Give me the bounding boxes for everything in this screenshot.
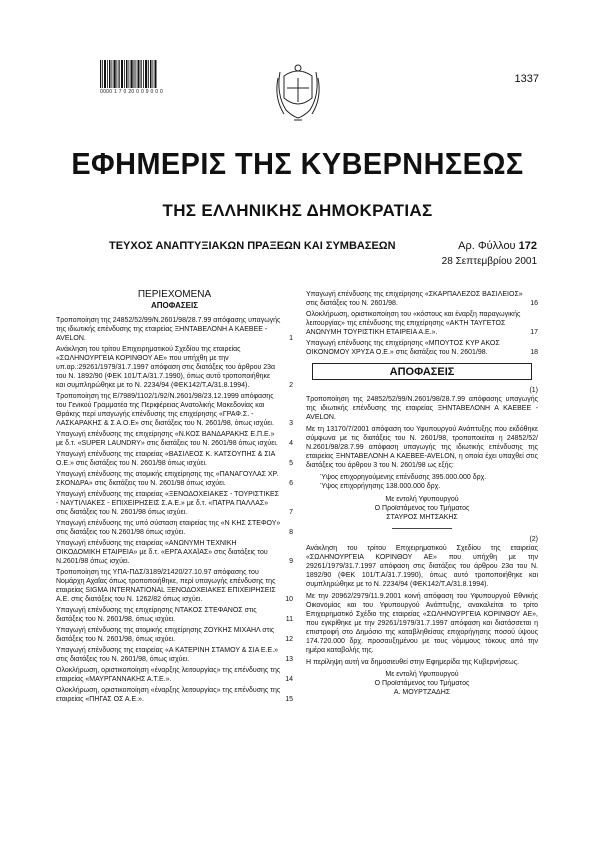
gazette-subtitle: ΤΗΣ ΕΛΛΗΝΙΚΗΣ ΔΗΜΟΚΡΑΤΙΑΣ	[162, 201, 433, 220]
toc-entry-page: 8	[289, 529, 293, 536]
toc-column-left	[56, 290, 293, 706]
toc-entry	[56, 666, 293, 684]
decision-2	[306, 535, 538, 697]
toc-entry-text: Ολοκλήρωση, οριστικοποίηση «έναρξης λειτουργίας» της επένδυσης της εταιρείας «ΜΑΥΡΓΑΝΝΑΚΗΣ Α.Τ.Ε.».	[56, 667, 281, 683]
toc-entry	[56, 392, 293, 428]
decision-2-signature-line-1: Με εντολή Υφυπουργού	[385, 671, 459, 678]
separator-line	[392, 528, 452, 529]
toc-entry-page: 14	[285, 676, 293, 683]
toc-subheading: ΑΠΟΦΑΣΕΙΣ	[150, 301, 199, 310]
toc-entry-text: Ολοκλήρωση, οριστικοποίηση του «κόστους και έναρξη παραγωγικής λειτουργίας» της επένδυσης της επιχείρησης «ΑΚΤΗ ΤΑΥΓΕΤΟΣ ΑΝΩΝΥΜΗ ΤΟΥΡΙΣΤΙΚΗ ΕΤΑΙΡΕΙΑ Α.Ε.».	[306, 311, 521, 336]
toc-entry	[56, 430, 293, 448]
toc-entry-page: 9	[289, 558, 293, 565]
toc-entry-page: 7	[289, 509, 293, 516]
toc-entry-text: Υπαγωγή επένδυσης της επιχείρησης «Ν.ΚΟΣ ΒΑΝΔΑΡΑΚΗΣ Ε.Π.Ε.» με δ.τ. «SUPER LAUNDRY» στις διατάξεις του Ν. 2601/98 όπως ισχύει.	[56, 431, 278, 447]
decision-2-number: (2)	[529, 536, 538, 543]
decision-1-body: Με τη 13170/7/2001 απόφαση του Υφυπουργού Ανάπτυξης που εκδόθηκε σύμφωνα με τις διατάξεις του Ν. 2601/98, τροποποιείται η 24852/52/Ν.2601/98/28.7.99 απόφαση υπαγωγής της ιδιωτικής επένδυσης της εταιρείας ΞΗΝΤΑΒΕΛΟΝΗ Α ΚΑΕΒΕΕ-AVELON, η οποία έχει υπαχθεί στις διατάξεις του άρθρου 3 του Ν. 2601/98 ως εξής:	[306, 426, 538, 469]
page-number: 1337	[514, 73, 539, 85]
greek-coat-of-arms-emblem	[272, 58, 324, 128]
toc-entry-page: 3	[289, 420, 293, 427]
decision-2-signature-line-2: Ο Προϊστάμενος του Τμήματος	[374, 680, 470, 687]
toc-entry	[56, 345, 293, 390]
toc-entry-text: Υπαγωγή επένδυσης της επιχείρησης «ΣΚΑΡΠΑΛΕΖΟΣ ΒΑΣΙΛΕΙΟΣ» στις διατάξεις του Ν. 2601/98.	[306, 291, 523, 307]
toc-entry-text: Υπαγωγή επένδυσης της εταιρείας «Α ΚΑΤΕΡΙΝΗ ΣΤΑΜΟΥ & ΣΙΑ Ε.Ε.» στις διατάξεις του Ν. 2601/98, όπως ισχύει.	[56, 647, 279, 663]
toc-entry-text: Υπαγωγή επένδυσης της εταιρείας «ΒΑΣΙΛΕΟΣ Κ. ΚΑΤΣΟΥΠΗΣ & ΣΙΑ Ο.Ε.» στις διατάξεις του Ν. 2601/98 όπως ισχύει.	[56, 451, 275, 467]
toc-entry	[306, 310, 538, 337]
toc-entry-page: 15	[285, 696, 293, 703]
toc-entry	[56, 539, 293, 566]
toc-entry	[56, 450, 293, 468]
toc-entry-text: Ολοκλήρωση, οριστικοποίηση «έναρξης λειτουργίας» της επένδυσης της εταιρείας «ΠΗΓΑΣ ΟΣ Α.Ε.».	[56, 687, 281, 703]
toc-entry	[56, 470, 293, 488]
toc-entry	[56, 686, 293, 704]
toc-entry-page: 13	[285, 656, 293, 663]
decision-2-title: Ανάκληση του τρίτου Επιχειρηματικού Σχεδίου της εταιρείας «ΣΩΛΗΝΟΥΡΓΕΙΑ ΚΟΡΙΝΘΟΥ ΑΕ» που υπήχθη με την 29261/1979/31.7.1997 απόφαση στις διατάξεις του άρθρου 23α του Ν. 1892/90 (ΦΕΚ 101/Τ.Α/31.7.1990), όπως αυτό τροποποιήθηκε και συμπληρώθηκε με το Ν. 2234/94 (ΦΕΚ142/Τ.Α/31.8.1994).	[306, 545, 538, 588]
toc-entry	[56, 519, 293, 537]
toc-entry	[306, 290, 538, 308]
toc-entry-page: 1	[289, 335, 293, 342]
decision-1-title: Τροποποίηση της 24852/52/99/Ν.2601/98/28.7.99 απόφασης υπαγωγής της ιδιωτικής επένδυσης της εταιρείας ΞΗΝΤΑΒΕΛΟΝΗ Α ΚΑΕΒΕΕ - AVELON.	[306, 396, 538, 421]
sheet-number	[458, 240, 537, 252]
toc-entry-text: Υπαγωγή επένδυσης της επιχείρησης ΝΤΑΚΟΣ ΣΤΕΦΑΝΟΣ στις διατάξεις του Ν. 2601/98, όπως ισχύει.	[56, 607, 257, 623]
toc-entry-text: Υπαγωγή επένδυσης της υπό σύσταση εταιρείας της «Ν ΚΗΣ ΣΤΕΦΟΥ» στις διατάξεις του Ν.2601/98 όπως ισχύει.	[56, 520, 281, 536]
toc-entry-text: Υπαγωγή επένδυσης της εταιρείας «ΑΝΩΝΥΜΗ ΤΕΧΝΙΚΗ ΟΙΚΟΔΟΜΙΚΗ ΕΤΑΙΡΕΙΑ» με δ.τ. «ΕΡΓΑ ΑΧΑΪΑΣ» στις διατάξεις του Ν.2601/98 όπως ισχύει.	[56, 540, 268, 565]
sheet-number-value: 172	[518, 240, 537, 252]
decision-1-line-investment: Ύψος επιχορηγούμενης επένδυσης 395.000.000 δρχ.	[320, 474, 487, 481]
toc-entry-page: 5	[289, 460, 293, 467]
decisions-heading: ΑΠΟΦΑΣΕΙΣ	[312, 363, 532, 380]
gazette-title: ΕΦΗΜΕΡΙΣ ΤΗΣ ΚΥΒΕΡΝΗΣΕΩΣ	[71, 146, 524, 181]
toc-entry-text: Τροποποίηση της ΥΠΑ-ΠΔΣ/3189/21420/27.10.97 απόφασης του Νομάρχη Αχαΐας όπως τροποποιήθηκε, περί υπαγωγής επένδυσης της εταιρείας SIGMA INTERNATIONAL ΞΕΝΟΔΟΧΕΙΑΚΕΣ ΕΠΙΧΕΙΡΗΣΕΙΣ Α.Ε. στις διατάξεις του Ν. 1262/82 όπως ισχύει.	[56, 569, 276, 603]
toc-entry	[56, 490, 293, 517]
toc-entry-text: Ανάκληση του τρίτου Επιχειρηματικού Σχεδίου της εταιρείας «ΣΩΛΗΝΟΥΡΓΕΙΑ ΚΟΡΙΝΘΟΥ ΑΕ» που υπήχθη με την υπ.αρ.:29261/1979/31.7.1997 απόφαση στις διατάξεις του άρθρου 23α του Ν. 1892/90 (ΦΕΚ 101/Τ.Α/31.7.1990), όπως αυτό τροποποιήθηκε και συμπληρώθηκε με το Ν. 2234/94 (ΦΕΚ142/Τ.Α/31.8.1994).	[56, 346, 276, 389]
sheet-label: Αρ. Φύλλου	[458, 240, 516, 252]
toc-entry-page: 10	[285, 596, 293, 603]
toc-entry-page: 6	[289, 480, 293, 487]
toc-entry-text: Τροποποίηση της Ε/7989/1102/1/92/Ν.2601/98/23.12.1999 απόφασης του Γενικού Γραμματέα της Περιφέρειας Ανατολικής Μακεδονίας και Θράκης περί υπαγωγής επένδυσης της επιχείρησης «ΓΡΑΦ.Σ. - ΛΑΣΚΑΡΑΚΗΣ & Σ Α.Ο.Ε» στις διατάξεις του Ν. 2601/98, όπως ισχύει.	[56, 393, 274, 427]
toc-entry	[56, 646, 293, 664]
toc-entry	[56, 626, 293, 644]
toc-entry-page: 11	[285, 616, 293, 623]
toc-entry-text: Υπαγωγή επένδυσης της ατομικής επιχείρησης ΖΟΥΚΗΣ ΜΙΧΑΗΛ στις διατάξεις του Ν. 2601/98, όπως ισχύει.	[56, 627, 275, 643]
toc-list-right	[306, 290, 538, 357]
toc-entry-page: 2	[289, 382, 293, 389]
decision-1-number: (1)	[529, 387, 538, 394]
barcode-number: 0000 1 7 0 20 0 0 9 0 0 0	[100, 89, 164, 95]
toc-entry	[306, 339, 538, 357]
decision-2-body: Με την 20962/2979/11.9.2001 κοινή απόφαση του Υφυπουργού Εθνικής Οικονομίας και του Υφυπουργού Ανάπτυξης, ανακαλείται το τρίτο Επιχειρηματικό Σχέδιο της εταιρείας «ΣΩΛΗΝΟΥΡΓΕΙΑ ΚΟΡΙΝΘΟΥ ΑΕ», που εγκρίθηκε με την 29261/1979/31.7.1997 απόφαση και διατάσσεται η επιστροφή στο Δημόσιο της καταβληθείσας επιχορήγησης ποσού ύψους 174.720.000 δρχ. προσαυξημένου με τους νόμιμους τόκους από την ημέρα καταβολής της.	[306, 593, 538, 654]
decision-1	[306, 386, 538, 522]
toc-entry-text: Υπαγωγή επένδυσης της επιχείρησης «ΜΠΟΥΤΟΣ ΚΥΡ ΑΚΟΣ ΟΙΚΟΝΟΜΟΥ ΧΡΥΣΑ Ο.Ε.» στις διατάξεις του Ν. 2601/98.	[306, 340, 500, 356]
toc-entry	[56, 568, 293, 604]
decision-1-line-grant: Ύψος επιχορήγησης 138.000.000 δρχ.	[320, 483, 441, 490]
toc-entry-page: 12	[285, 636, 293, 643]
toc-list-left	[56, 316, 293, 704]
decision-2-publication-note: Η περίληψη αυτή να δημοσιευθεί στην Εφημερίδα της Κυβερνήσεως.	[306, 659, 520, 666]
issue-label: ΤΕΥΧΟΣ ΑΝΑΠΤΥΞΙΑΚΩΝ ΠΡΑΞΕΩΝ ΚΑΙ ΣΥΜΒΑΣΕΩΝ	[109, 240, 396, 252]
toc-entry-text: Υπαγωγή επένδυσης της εταιρείας «ΞΕΝΟΔΟΧΕΙΑΚΕΣ - ΤΟΥΡΙΣΤΙΚΕΣ - ΝΑΥΤΙΛΙΑΚΕΣ - ΕΠΙΧΕΙΡΗΣΕΙΣ Σ.Α.Ε.» με δ.τ. «ΠΑΤΡΑ ΠΑΛΛΑΣ» στις διατάξεις του Ν. 2601/98 όπως ισχύει.	[56, 491, 279, 516]
toc-entry	[56, 606, 293, 624]
decision-2-signature-name: Α. ΜΟΥΡΤΖΑΔΗΣ	[393, 689, 451, 696]
toc-entry-page: 17	[530, 329, 538, 336]
right-column	[306, 290, 538, 697]
decision-1-signature-line-2: Ο Προϊστάμενος του Τμήματος	[374, 505, 470, 512]
toc-entry	[56, 316, 293, 343]
toc-entry-page: 16	[530, 300, 538, 307]
toc-heading: ΠΕΡΙΕΧΟΜΕΝΑ	[137, 289, 212, 300]
decision-1-signature-line-1: Με εντολή Υφυπουργού	[385, 496, 459, 503]
toc-entry-text: Τροποποίηση της 24852/52/99/Ν.2601/98/28.7.99 απόφασης υπαγωγής της ιδιωτικής επένδυσης της εταιρείας ΞΗΝΤΑΒΕΛΟΝΗ Α ΚΑΕΒΕΕ - AVELON.	[56, 317, 281, 342]
decision-1-signature-name: ΣΤΑΥΡΟΣ ΜΗΤΣΑΚΗΣ	[386, 514, 458, 521]
toc-entry-page: 18	[530, 349, 538, 356]
toc-entry-text: Υπαγωγή επένδυσης της ατομικής επιχείρησης της «ΠΑΝΑΓΟΥΛΑΣ ΧΡ. ΣΚΟΝΔΡΑ» στις διατάξεις του Ν. 2601/98 όπως ισχύει.	[56, 471, 279, 487]
toc-entry-page: 4	[289, 440, 293, 447]
barcode-image	[100, 60, 158, 88]
issue-date: 28 Σεπτεμβρίου 2001	[441, 256, 537, 267]
